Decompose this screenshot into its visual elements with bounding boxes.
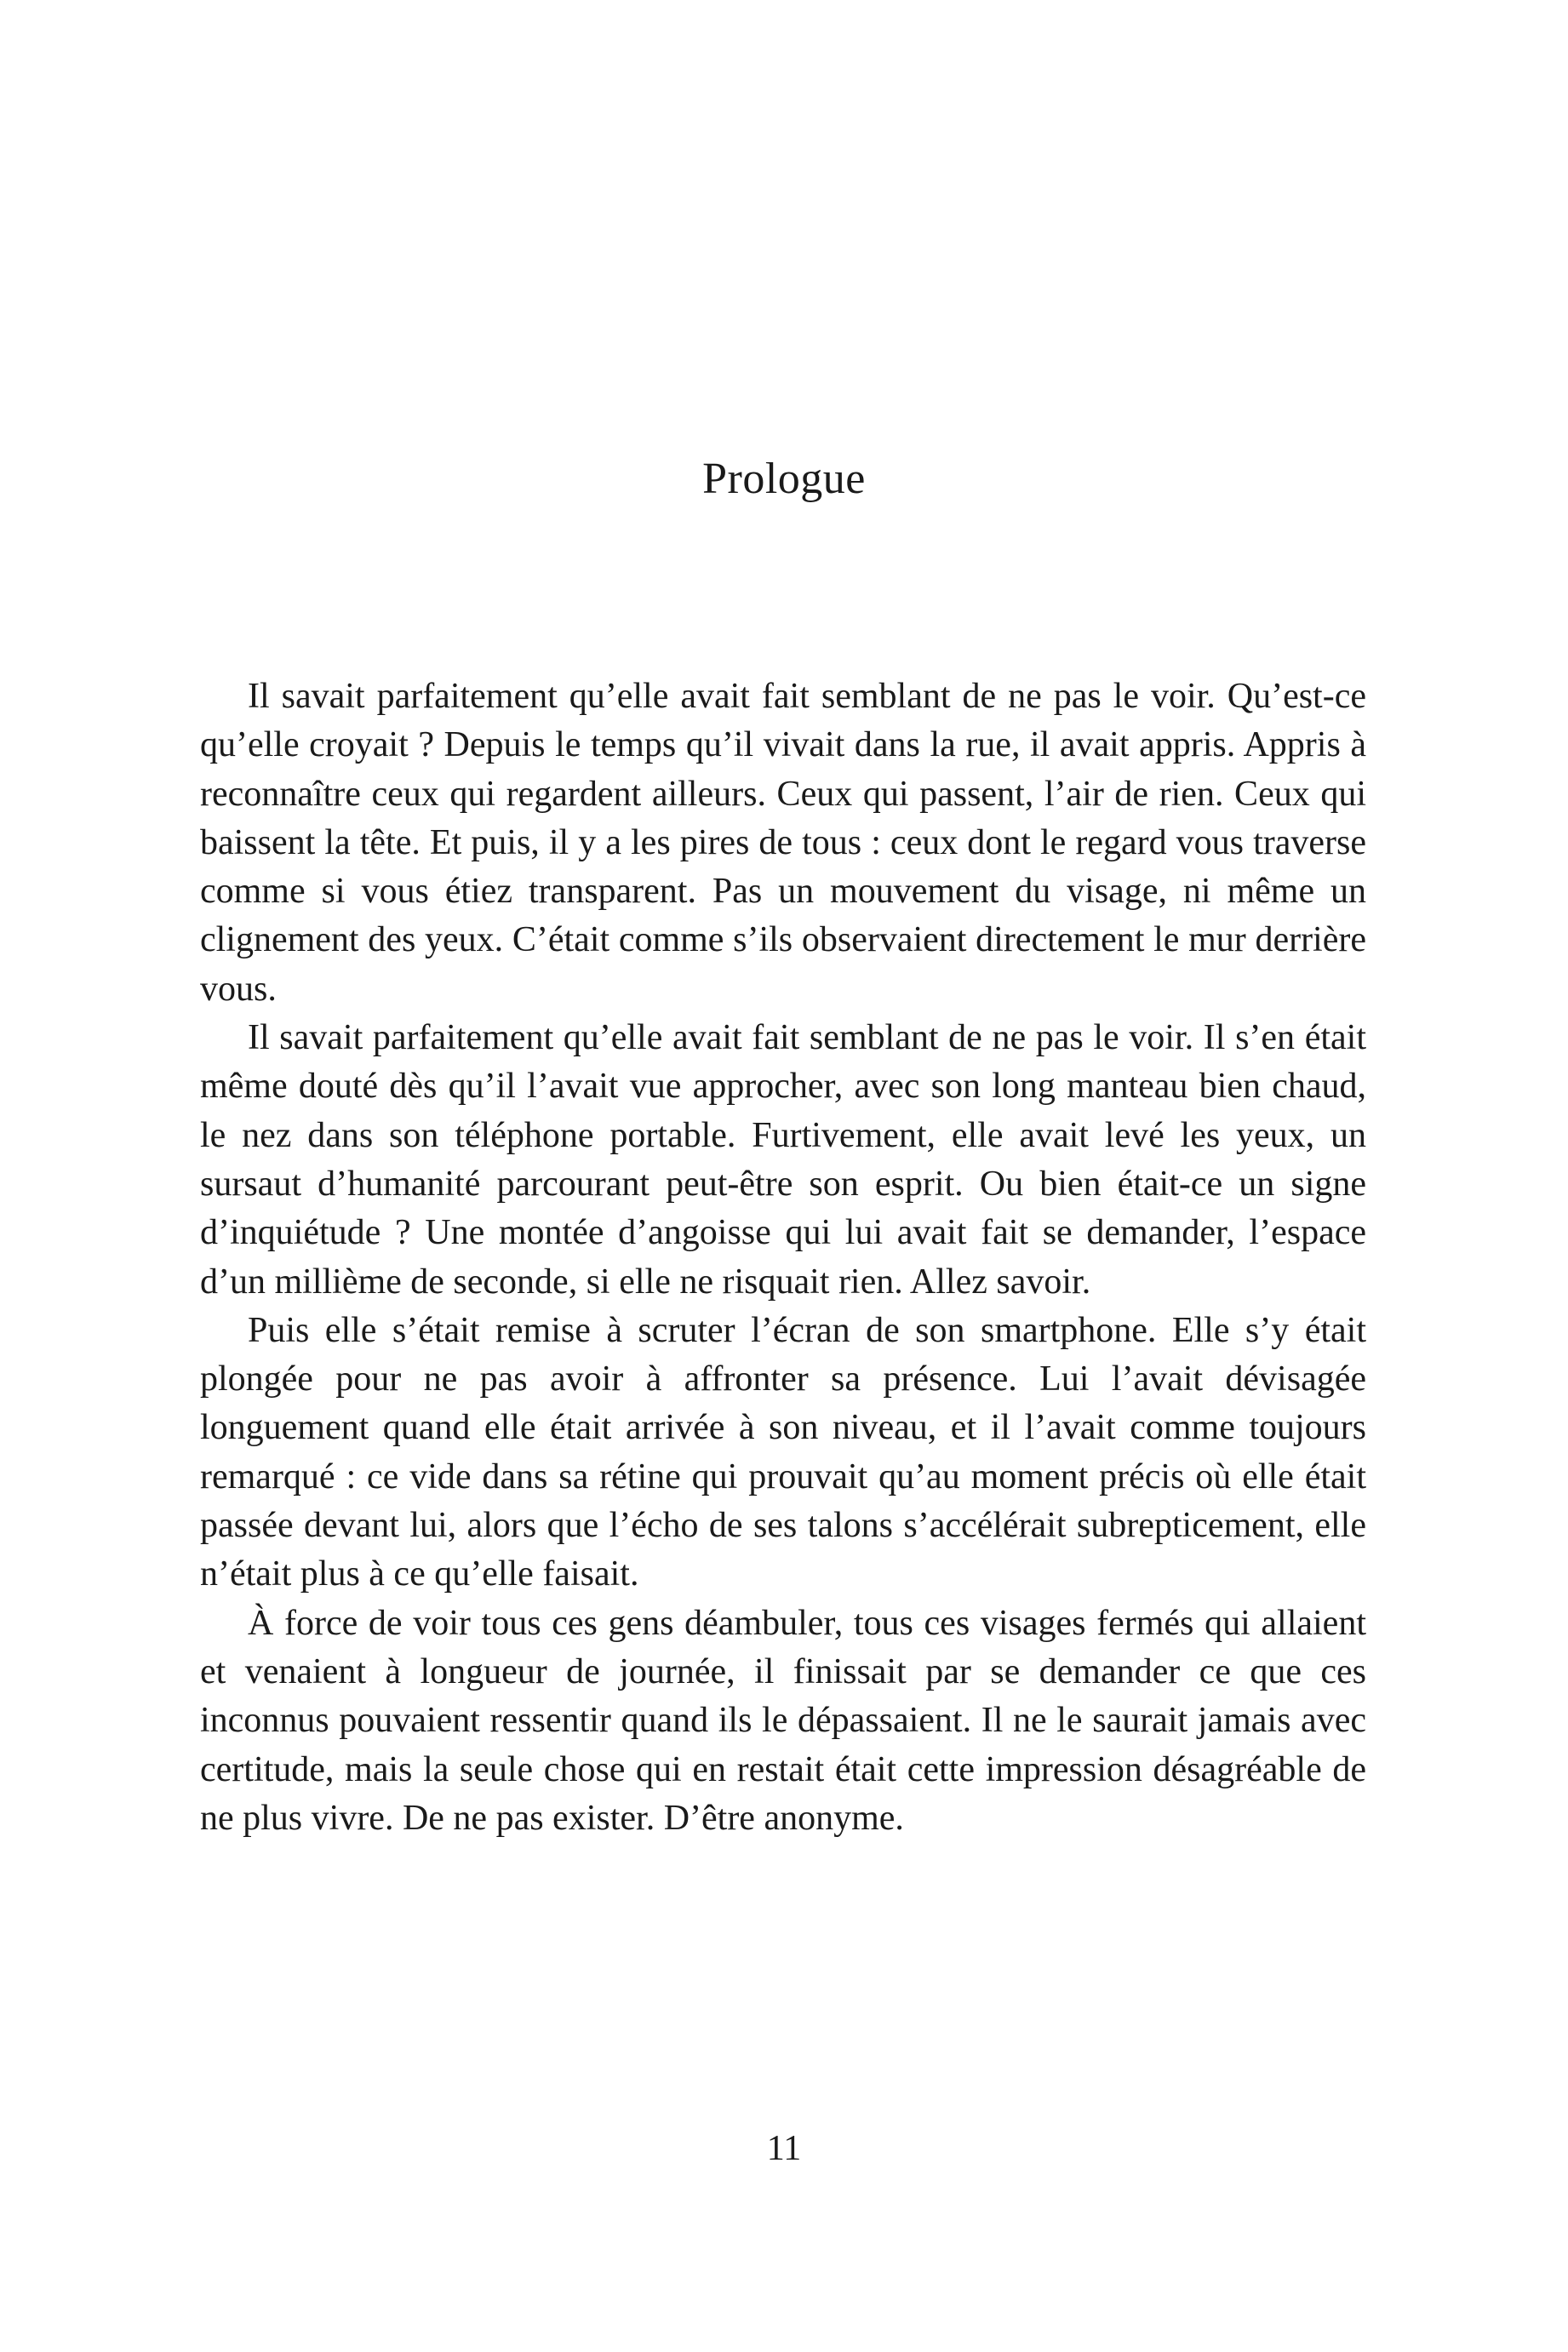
paragraph-2: Il savait parfaitement qu’elle avait fait semblant de ne pas le voir. Il s’en était même douté dès qu’il l’avait vue approcher, avec son long manteau bien chaud, le nez dans son téléphone portable. Furtivement, elle avait levé les yeux, un sursaut d’humanité parcourant peut-être son esprit. Ou bien était-ce un signe d’inquiétude ? Une montée d’angoisse qui lui avait fait se demander, l’espace d’un millième de seconde, si elle ne risquait rien. Allez savoir. [200,1018,1366,1302]
page-number: 11 [766,2129,802,2168]
chapter-title: Prologue [702,455,866,503]
body-text [200,672,1366,1843]
paragraph-4: À force de voir tous ces gens déambuler, tous ces visages fermés qui allaient et venaient à longueur de journée, il finissait par se demander ce que ces inconnus pouvaient ressentir quand ils le dépassaient. Il ne le saurait jamais avec certitude, mais la seule chose qui en restait était cette impression désagréable de ne plus vivre. De ne pas exister. D’être anonyme. [200,1603,1366,1838]
paragraph-3: Puis elle s’était remise à scruter l’écran de son smartphone. Elle s’y était plongée pour ne pas avoir à affronter sa présence. Lui l’avait dévisagée longuement quand elle était arrivée à son niveau, et il l’avait comme toujours remarqué : ce vide dans sa rétine qui prouvait qu’au moment précis où elle était passée devant lui, alors que l’écho de ses talons s’accélérait subrepticement, elle n’était plus à ce qu’elle faisait. [200,1310,1366,1594]
paragraph-1: Il savait parfaitement qu’elle avait fait semblant de ne pas le voir. Qu’est-ce qu’elle croyait ? Depuis le temps qu’il vivait dans la rue, il avait appris. Appris à reconnaître ceux qui regardent ailleurs. Ceux qui passent, l’air de rien. Ceux qui baissent la tête. Et puis, il y a les pires de tous : ceux dont le regard vous traverse comme si vous étiez transparent. Pas un mouvement du visage, ni même un clignement des yeux. C’était comme s’ils observaient directement le mur derrière vous. [200,677,1366,1009]
